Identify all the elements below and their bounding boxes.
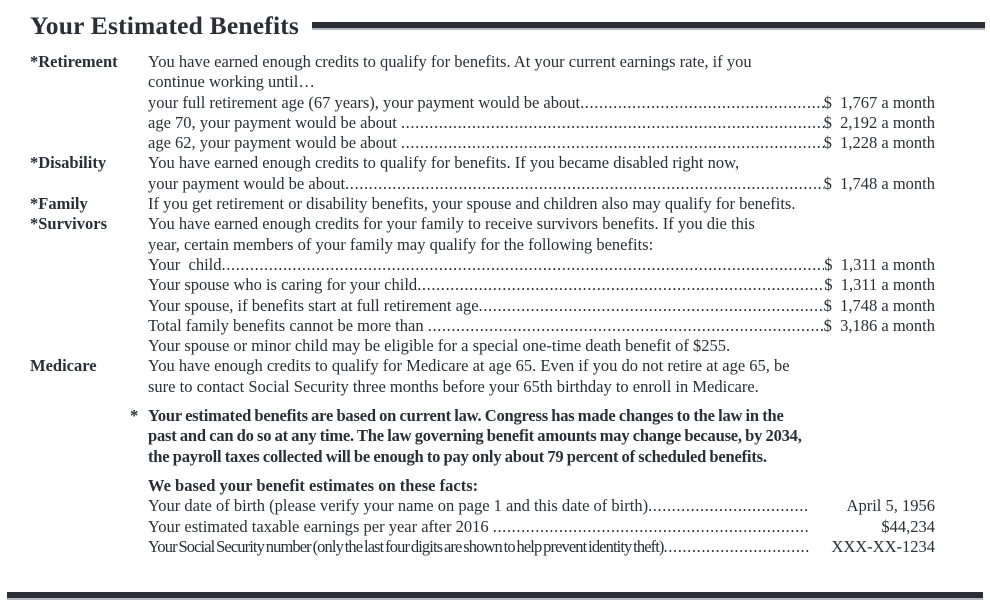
row-value: $ 1,311 a month — [824, 275, 935, 295]
row-body — [148, 296, 935, 316]
row-body — [148, 113, 935, 133]
fact-text: Your Social Security number (only the last four digits are shown to help prevent identity theft) — [148, 536, 664, 556]
row-text: Your spouse, if benefits start at full retirement age — [148, 295, 479, 315]
dot-leader — [580, 93, 824, 113]
benefit-row — [30, 214, 935, 234]
row-label: *Disability — [30, 153, 107, 173]
row-body — [148, 336, 935, 356]
row-text: You have enough credits to qualify for Medicare at age 65. Even if you do not retire at age 65, be — [148, 356, 790, 376]
row-label: Medicare — [30, 356, 97, 376]
row-text: your payment would be about — [148, 173, 346, 193]
fact-rows — [148, 496, 935, 557]
row-text: If you get retirement or disability benefits, your spouse and children also may qualify for benefits. — [148, 194, 796, 214]
row-text: age 70, your payment would be about — [148, 112, 401, 132]
row-body — [148, 52, 935, 72]
row-text: continue working until… — [148, 72, 315, 92]
benefit-row — [30, 336, 935, 356]
row-text: Total family benefits cannot be more than — [148, 315, 428, 335]
row-body — [148, 214, 935, 234]
row-body — [148, 153, 935, 173]
benefit-row — [30, 316, 935, 336]
fact-value: XXX-XX-1234 — [831, 536, 935, 556]
title-row — [30, 8, 985, 44]
row-body — [148, 275, 935, 295]
facts-heading: We based your benefit estimates on these facts: — [148, 475, 479, 495]
note-line: past and can do so at any time. The law governing benefit amounts may change because, by 2034, — [148, 426, 802, 446]
row-text: your full retirement age (67 years), your payment would be about — [148, 92, 581, 112]
benefit-row — [30, 377, 935, 397]
row-text: You have earned enough credits to qualify for benefits. If you became disabled right now, — [148, 153, 740, 173]
note-line: the payroll taxes collected will be enough to pay only about 79 percent of scheduled benefits. — [148, 446, 767, 466]
row-text: Your spouse who is caring for your child — [148, 275, 418, 295]
fact-value: April 5, 1956 — [846, 496, 935, 516]
dot-leader — [345, 174, 824, 194]
row-text: sure to contact Social Security three months before your 65th birthday to enroll in Medicare. — [148, 376, 759, 396]
dot-leader — [428, 316, 824, 336]
row-text: year, certain members of your family may qualify for the following benefits: — [148, 234, 654, 254]
fact-text: Your date of birth (please verify your name on page 1 and this date of birth) — [148, 496, 649, 516]
row-value: $ 1,767 a month — [823, 92, 935, 112]
row-body — [148, 133, 935, 153]
row-text: You have earned enough credits to qualify for benefits. At your current earnings rate, if you — [148, 52, 752, 71]
legal-note — [30, 406, 935, 467]
dot-leader — [664, 537, 810, 557]
row-body — [148, 356, 935, 376]
dot-leader — [648, 496, 810, 516]
benefit-row — [30, 93, 935, 113]
fact-row — [148, 517, 935, 537]
dot-leader — [417, 275, 824, 295]
benefit-row — [30, 194, 935, 214]
note-line: Your estimated benefits are based on current law. Congress has made changes to the law in the — [148, 406, 784, 426]
note-asterisk: * — [130, 406, 139, 426]
row-text: Your spouse or minor child may be eligible for a special one-time death benefit of $255. — [148, 336, 731, 356]
row-value: $ 1,748 a month — [823, 295, 935, 315]
fact-row — [148, 496, 935, 516]
row-value: $ 2,192 a month — [823, 112, 935, 132]
benefit-row — [30, 356, 935, 376]
row-body — [148, 235, 935, 255]
row-body — [148, 194, 935, 214]
row-value: $ 1,228 a month — [823, 133, 935, 153]
row-text: You have earned enough credits for your family to receive survivors benefits. If you die this — [148, 214, 755, 234]
row-body — [148, 93, 935, 113]
row-value: $ 1,311 a month — [824, 254, 935, 274]
statement-content — [30, 8, 985, 557]
fact-text: Your estimated taxable earnings per year after 2016 — [148, 516, 493, 536]
row-text: age 62, your payment would be about — [148, 133, 401, 153]
row-body — [148, 255, 935, 275]
facts-section — [148, 476, 935, 557]
benefit-row — [30, 235, 935, 255]
dot-leader — [401, 113, 824, 133]
fact-value: $44,234 — [881, 516, 935, 536]
row-label: *Retirement — [30, 52, 118, 71]
row-value: $ 3,186 a month — [823, 315, 935, 335]
title-rule — [312, 22, 985, 30]
row-body — [148, 72, 935, 92]
benefit-row — [30, 113, 935, 133]
benefit-rows — [30, 52, 935, 397]
dot-leader — [222, 255, 825, 275]
row-body — [148, 377, 935, 397]
benefit-row — [30, 296, 935, 316]
dot-leader — [401, 133, 824, 153]
dot-leader — [493, 517, 810, 537]
row-value: $ 1,748 a month — [823, 173, 935, 193]
page-title: Your Estimated Benefits — [30, 11, 300, 40]
row-label: *Survivors — [30, 214, 108, 234]
fact-row — [148, 537, 935, 557]
row-body — [148, 174, 935, 194]
benefit-row — [30, 52, 935, 72]
row-text: Your child — [148, 254, 222, 274]
benefit-row — [30, 72, 935, 92]
row-label: *Family — [30, 194, 88, 214]
benefit-row — [30, 275, 935, 295]
benefit-row — [30, 174, 935, 194]
note-lines — [148, 406, 935, 467]
footer-rule — [7, 592, 983, 600]
dot-leader — [479, 296, 824, 316]
benefit-row — [30, 255, 935, 275]
benefit-row — [30, 153, 935, 173]
row-body — [148, 316, 935, 336]
benefit-row — [30, 133, 935, 153]
